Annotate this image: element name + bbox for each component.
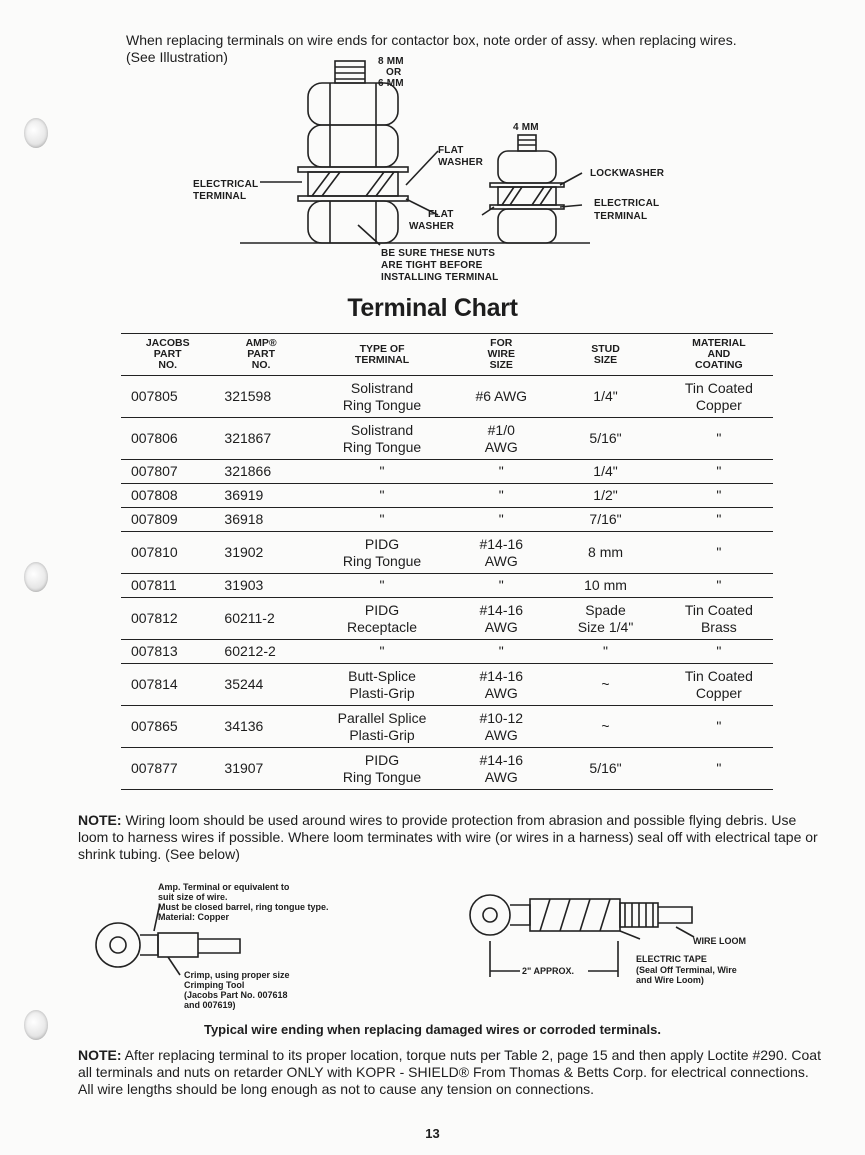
label-4mm: 4 MM <box>513 122 539 133</box>
cell-line: " <box>498 577 504 593</box>
table-row <box>121 640 773 664</box>
cell-stud <box>546 598 664 640</box>
table-header-row <box>121 334 773 376</box>
cell-jacobs <box>121 574 214 598</box>
cell-stud <box>546 508 664 532</box>
cell-line: 007810 <box>131 544 178 560</box>
cell-line: Spade <box>585 601 626 618</box>
cell-type <box>308 640 456 664</box>
cell-material <box>665 574 773 598</box>
note-loom-label: NOTE: <box>78 812 122 828</box>
cell-amp <box>214 484 307 508</box>
cell-line: 60211-2 <box>224 610 275 626</box>
cell-line: " <box>603 643 608 659</box>
cell-line: " <box>716 430 722 446</box>
cell-line: 35244 <box>224 676 264 692</box>
cell-line: " <box>379 577 385 593</box>
label-lockwasher: LOCKWASHER <box>590 168 665 179</box>
label-or: OR <box>386 67 402 78</box>
cell-line: #14-16 <box>479 601 524 618</box>
cell-type <box>308 664 456 706</box>
label-flat-bottom: FLAT <box>428 209 454 220</box>
cell-line: Ring Tongue <box>342 396 422 413</box>
cell-type <box>308 418 456 460</box>
table-row <box>121 748 773 790</box>
header-line: PART <box>247 348 276 360</box>
cell-wire <box>456 664 546 706</box>
cell-line: Copper <box>695 684 742 701</box>
cell-type <box>308 376 456 418</box>
tape-label-1: ELECTRIC TAPE <box>636 954 707 964</box>
cell-line: Tin Coated <box>684 379 753 396</box>
cell-amp <box>214 532 307 574</box>
cell-line: Copper <box>695 396 742 413</box>
cell-line: 007807 <box>131 463 178 479</box>
cell-stud <box>546 748 664 790</box>
cell-line: 1/2" <box>593 487 618 503</box>
cell-line: " <box>716 718 722 734</box>
cell-line: Brass <box>700 618 737 635</box>
cell-line: AWG <box>484 726 518 743</box>
amp-note-1: Amp. Terminal or equivalent to <box>158 882 290 892</box>
label-electrical-right: ELECTRICAL <box>594 198 660 209</box>
cell-stud <box>546 376 664 418</box>
cell-line: Solistrand <box>350 379 414 396</box>
table-row <box>121 508 773 532</box>
header-line: AMP® <box>245 337 277 349</box>
table-row <box>121 532 773 574</box>
header-line: WIRE <box>487 348 515 360</box>
cell-wire <box>456 640 546 664</box>
crimp-note-4: and 007619) <box>184 1000 236 1010</box>
cell-line: 34136 <box>224 718 264 734</box>
cell-line: " <box>716 577 722 593</box>
cell-type <box>308 532 456 574</box>
cell-stud <box>546 532 664 574</box>
header-line: NO. <box>251 359 271 371</box>
cell-line: 007865 <box>131 718 178 734</box>
cell-jacobs <box>121 640 214 664</box>
header-jacobs <box>121 334 214 376</box>
cell-line: " <box>498 511 504 527</box>
cell-line: AWG <box>484 768 518 785</box>
cell-line: 007813 <box>131 643 178 659</box>
table-row <box>121 706 773 748</box>
cell-amp <box>214 706 307 748</box>
header-amp <box>214 334 307 376</box>
header-line: STUD <box>591 342 620 355</box>
intro-line-2: (See Illustration) <box>126 49 228 65</box>
cell-line: Butt-Splice <box>348 667 416 684</box>
table-row <box>121 418 773 460</box>
cell-line: PIDG <box>364 751 400 768</box>
cell-line: 60212-2 <box>224 643 276 659</box>
label-8mm: 8 MM <box>378 56 404 67</box>
cell-material <box>665 418 773 460</box>
binder-hole-middle <box>24 562 48 592</box>
header-stud <box>546 334 664 376</box>
header-line: TERMINAL <box>354 353 410 366</box>
note-torque <box>78 1047 823 1098</box>
header-line: FOR <box>490 337 513 349</box>
cell-line: " <box>716 760 722 776</box>
cell-jacobs <box>121 748 214 790</box>
cell-line: AWG <box>484 438 518 455</box>
cell-line: 7/16" <box>589 511 622 527</box>
cell-line: #6 AWG <box>475 388 528 404</box>
cell-material <box>665 484 773 508</box>
cell-stud <box>546 418 664 460</box>
table-row <box>121 598 773 640</box>
table-row <box>121 664 773 706</box>
cell-line: 321867 <box>224 430 272 446</box>
cell-line: 8 mm <box>588 544 624 560</box>
cell-line: AWG <box>484 684 518 701</box>
cell-wire <box>456 508 546 532</box>
cell-amp <box>214 664 307 706</box>
cell-line: 1/4" <box>593 388 618 404</box>
header-line: TYPE OF <box>359 342 405 355</box>
cell-line: Ring Tongue <box>342 438 422 455</box>
cell-line: #1/0 <box>487 421 515 438</box>
illustration-caption: Typical wire ending when replacing damaged wires or corroded terminals. <box>203 1022 662 1037</box>
cell-line: #14-16 <box>479 667 524 684</box>
cell-amp <box>214 376 307 418</box>
cell-stud <box>546 574 664 598</box>
cell-line: #10-12 <box>479 709 524 726</box>
cell-stud <box>546 460 664 484</box>
approx-label: 2" APPROX. <box>522 966 574 976</box>
cell-line: #14-16 <box>479 751 524 768</box>
table-row <box>121 574 773 598</box>
cell-line: " <box>498 643 504 659</box>
cell-type <box>308 706 456 748</box>
cell-line: Solistrand <box>350 421 414 438</box>
cell-type <box>308 574 456 598</box>
cell-line: ~ <box>601 676 610 692</box>
cell-line: #14-16 <box>479 535 524 552</box>
cell-line: 321598 <box>224 388 272 404</box>
cell-material <box>665 598 773 640</box>
cell-line: Ring Tongue <box>342 552 422 569</box>
cell-line: ~ <box>601 718 610 734</box>
page-number: 13 <box>425 1126 440 1141</box>
cell-line: 36918 <box>224 511 264 527</box>
label-6mm: 6 MM <box>378 78 404 89</box>
cell-line: Parallel Splice <box>337 709 427 726</box>
cell-type <box>308 460 456 484</box>
cell-line: " <box>379 643 385 659</box>
cell-amp <box>214 508 307 532</box>
label-terminal-right: TERMINAL <box>594 211 648 222</box>
cell-stud <box>546 664 664 706</box>
cell-material <box>665 640 773 664</box>
cell-wire <box>456 418 546 460</box>
cell-line: 007805 <box>131 388 178 404</box>
cell-jacobs <box>121 460 214 484</box>
cell-stud <box>546 484 664 508</box>
table-body <box>121 376 773 790</box>
cell-line: 31902 <box>224 544 264 560</box>
cell-stud <box>546 640 664 664</box>
cell-jacobs <box>121 484 214 508</box>
cell-amp <box>214 574 307 598</box>
cell-jacobs <box>121 598 214 640</box>
cell-line: " <box>498 487 504 503</box>
cell-wire <box>456 376 546 418</box>
cell-line: " <box>716 643 722 659</box>
header-type <box>308 334 456 376</box>
cell-line: 31907 <box>224 760 264 776</box>
cell-line: Plasti-Grip <box>349 726 415 743</box>
terminal-chart-table <box>121 333 773 790</box>
cell-line: Size 1/4" <box>577 618 634 635</box>
cell-jacobs <box>121 508 214 532</box>
cell-line: 5/16" <box>589 760 622 776</box>
header-material <box>665 334 773 376</box>
amp-note-3: Must be closed barrel, ring tongue type. <box>158 902 329 912</box>
cell-line: Receptacle <box>347 618 418 635</box>
label-electrical-left: ELECTRICAL <box>193 179 259 190</box>
header-line: SIZE <box>489 359 513 371</box>
cell-line: PIDG <box>364 535 400 552</box>
cell-line: 1/4" <box>593 463 618 479</box>
cell-amp <box>214 748 307 790</box>
cell-material <box>665 376 773 418</box>
cell-type <box>308 598 456 640</box>
cell-line: 007806 <box>131 430 178 446</box>
cell-material <box>665 706 773 748</box>
cell-line: AWG <box>484 618 518 635</box>
wire-loom-label: WIRE LOOM <box>693 936 746 946</box>
cell-amp <box>214 460 307 484</box>
binder-hole-top <box>24 118 48 148</box>
table-row <box>121 484 773 508</box>
cell-wire <box>456 706 546 748</box>
cell-line: " <box>379 487 385 503</box>
cell-material <box>665 460 773 484</box>
cell-line: " <box>716 463 722 479</box>
cell-line: " <box>716 487 722 503</box>
warning-line-3: INSTALLING TERMINAL <box>381 272 499 283</box>
note-torque-text: After replacing terminal to its proper location, torque nuts per Table 2, page 15 and then apply Loctite #290. Coat all terminals and nuts on retarder ONLY with KOPR - SHIELD® From Thomas & Betts Corp. for electrical connections. All wire lengths should be long enough as not to cause any tension on connections. <box>78 1047 821 1097</box>
cell-line: AWG <box>484 552 518 569</box>
header-line: COATING <box>695 359 743 371</box>
cell-jacobs <box>121 664 214 706</box>
cell-jacobs <box>121 706 214 748</box>
label-flat-washer-top: FLAT <box>438 145 464 156</box>
cell-line: 007877 <box>131 760 178 776</box>
note-torque-label: NOTE: <box>78 1047 122 1063</box>
cell-wire <box>456 532 546 574</box>
cell-stud <box>546 706 664 748</box>
table-row <box>121 460 773 484</box>
crimp-note-3: (Jacobs Part No. 007618 <box>184 990 288 1000</box>
note-loom <box>78 812 823 863</box>
cell-line: 5/16" <box>589 430 622 446</box>
table-row <box>121 376 773 418</box>
header-line: PART <box>153 348 182 360</box>
cell-line: 007809 <box>131 511 178 527</box>
cell-wire <box>456 598 546 640</box>
label-terminal-left: TERMINAL <box>193 191 247 202</box>
cell-line: PIDG <box>364 601 400 618</box>
cell-amp <box>214 418 307 460</box>
cell-line: 007811 <box>131 577 177 593</box>
crimp-note-2: Crimping Tool <box>184 980 245 990</box>
warning-line-1: BE SURE THESE NUTS <box>381 248 496 259</box>
cell-line: " <box>379 463 385 479</box>
cell-line: 007808 <box>131 487 178 503</box>
cell-material <box>665 664 773 706</box>
cell-line: 10 mm <box>584 577 627 593</box>
cell-material <box>665 508 773 532</box>
label-flat-washer-top-2: WASHER <box>438 157 484 168</box>
cell-jacobs <box>121 418 214 460</box>
cell-material <box>665 532 773 574</box>
cell-line: 31903 <box>224 577 264 593</box>
cell-amp <box>214 598 307 640</box>
cell-line: " <box>716 511 722 527</box>
cell-type <box>308 748 456 790</box>
chart-title: Terminal Chart <box>347 294 518 322</box>
cell-jacobs <box>121 376 214 418</box>
header-line: JACOBS <box>145 337 190 349</box>
cell-line: " <box>716 544 722 560</box>
intro-line-1: When replacing terminals on wire ends for contactor box, note order of assy. when replacing wires. <box>126 32 737 48</box>
cell-type <box>308 484 456 508</box>
header-line: NO. <box>158 359 178 371</box>
header-line: AND <box>707 348 731 360</box>
cell-line: 321866 <box>224 463 272 479</box>
header-line: MATERIAL <box>692 337 746 349</box>
cell-line: 36919 <box>224 487 264 503</box>
cell-wire <box>456 484 546 508</box>
warning-line-2: ARE TIGHT BEFORE <box>381 260 483 271</box>
tape-label-3: and Wire Loom) <box>636 975 704 985</box>
tape-label-2: (Seal Off Terminal, Wire <box>636 965 737 975</box>
cell-material <box>665 748 773 790</box>
cell-line: Tin Coated <box>684 601 753 618</box>
crimp-note-1: Crimp, using proper size <box>184 970 290 980</box>
cell-jacobs <box>121 532 214 574</box>
cell-line: Plasti-Grip <box>349 684 415 701</box>
cell-type <box>308 508 456 532</box>
note-loom-text: Wiring loom should be used around wires to provide protection from abrasion and possible flying debris. Use loom to harness wires if possible. Where loom terminates with wire (or wires in a harness) seal off with electrical tape or shrink tubing. (See below) <box>78 812 818 862</box>
header-line: SIZE <box>593 353 618 366</box>
cell-wire <box>456 460 546 484</box>
cell-wire <box>456 748 546 790</box>
amp-note-4: Material: Copper <box>158 912 230 922</box>
header-wire <box>456 334 546 376</box>
cell-line: Ring Tongue <box>342 768 422 785</box>
cell-line: 007814 <box>131 676 178 692</box>
cell-wire <box>456 574 546 598</box>
cell-line: 007812 <box>131 610 178 626</box>
amp-note-2: suit size of wire. <box>158 892 228 902</box>
label-washer-bottom: WASHER <box>409 221 455 232</box>
cell-line: " <box>498 463 504 479</box>
cell-line: " <box>379 511 385 527</box>
cell-amp <box>214 640 307 664</box>
cell-line: Tin Coated <box>684 667 753 684</box>
